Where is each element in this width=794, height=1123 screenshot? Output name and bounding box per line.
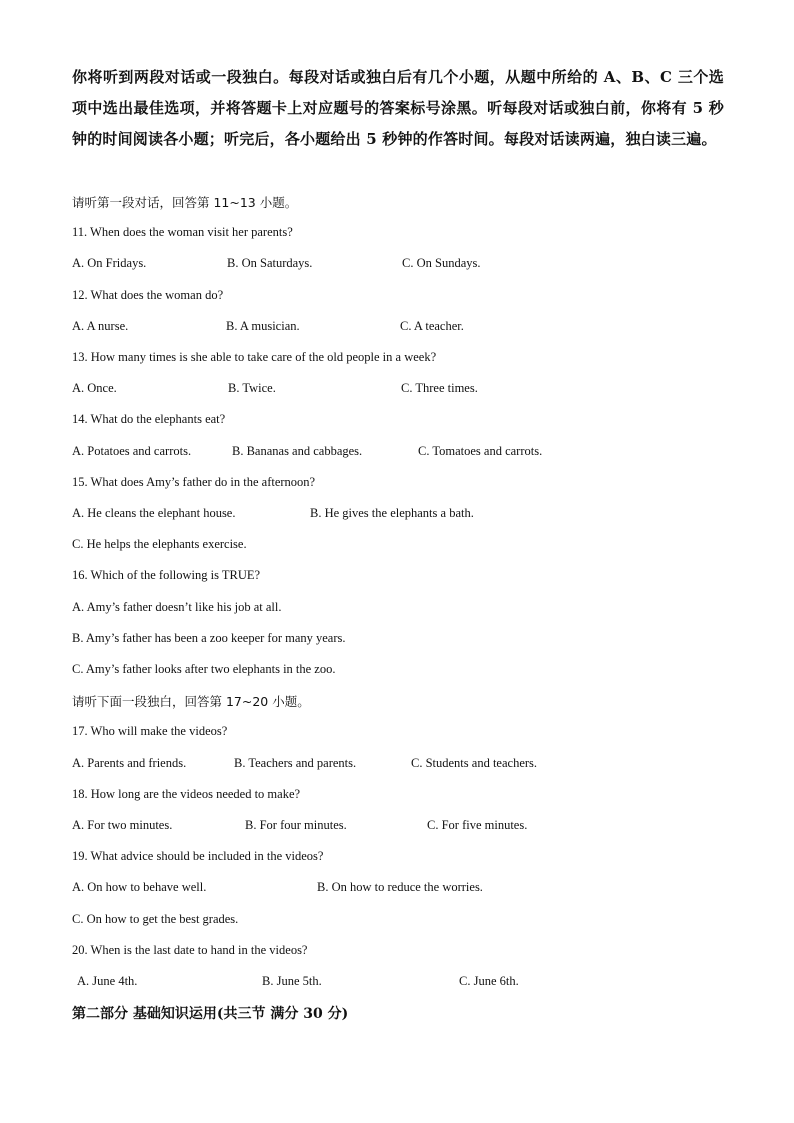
question-11: 11. When does the woman visit her parents? xyxy=(72,225,293,239)
question-16: 16. Which of the following is TRUE? xyxy=(72,568,261,582)
q13-option-b: B. Twice. xyxy=(228,381,276,395)
q12-option-b: B. A musician. xyxy=(226,319,300,333)
q15-option-a: A. He cleans the elephant house. xyxy=(72,506,236,520)
question-13: 13. How many times is she able to take care of the old people in a week? xyxy=(72,350,437,364)
q16-option-b: B. Amy’s father has been a zoo keeper for many years. xyxy=(72,631,346,645)
q15-option-b: B. He gives the elephants a bath. xyxy=(310,506,474,520)
q14-option-b: B. Bananas and cabbages. xyxy=(232,444,363,458)
q16-option-a: A. Amy’s father doesn’t like his job at all. xyxy=(72,600,282,614)
question-15: 15. What does Amy’s father do in the afternoon? xyxy=(72,475,316,489)
part2-heading: 第二部分 基础知识运用(共三节 满分 30 分) xyxy=(72,1006,349,1022)
q20-option-c: C. June 6th. xyxy=(459,974,519,988)
q12-option-a: A. A nurse. xyxy=(72,319,129,333)
q12-option-c: C. A teacher. xyxy=(400,319,464,333)
q11-option-b: B. On Saturdays. xyxy=(227,256,313,270)
q11-option-a: A. On Fridays. xyxy=(72,256,147,270)
section2-prompt: 请听下面一段独白，回答第 17~20 小题。 xyxy=(72,694,310,709)
q17-option-a: A. Parents and friends. xyxy=(72,756,187,770)
question-12: 12. What does the woman do? xyxy=(72,288,224,302)
question-19: 19. What advice should be included in the videos? xyxy=(72,849,324,863)
q16-option-c: C. Amy’s father looks after two elephants in the zoo. xyxy=(72,662,336,676)
q20-option-a: A. June 4th. xyxy=(77,974,138,988)
listening-instructions: 你将听到两段对话或一段独白。每段对话或独白后有几个小题，从题中所给的 A、B、C 三个选项中选出最佳选项，并将答题卡上对应题号的答案标号涂黑。听每段对话或独白前，你将有 5 秒钟的时间阅读各小题；听完后，各小题给出 5 秒钟的作答时间。每段对话读两遍，独白读三遍。 xyxy=(72,68,724,148)
q13-option-c: C. Three times. xyxy=(401,381,478,395)
q14-option-c: C. Tomatoes and carrots. xyxy=(418,444,543,458)
q14-option-a: A. Potatoes and carrots. xyxy=(72,444,192,458)
q17-option-b: B. Teachers and parents. xyxy=(234,756,357,770)
q19-option-a: A. On how to behave well. xyxy=(72,880,207,894)
question-14: 14. What do the elephants eat? xyxy=(72,412,226,426)
q15-option-c: C. He helps the elephants exercise. xyxy=(72,537,247,551)
q11-option-c: C. On Sundays. xyxy=(402,256,481,270)
q19-option-b: B. On how to reduce the worries. xyxy=(317,880,483,894)
question-20: 20. When is the last date to hand in the videos? xyxy=(72,943,308,957)
section1-prompt: 请听第一段对话，回答第 11~13 小题。 xyxy=(72,195,298,210)
q17-option-c: C. Students and teachers. xyxy=(411,756,538,770)
q18-option-a: A. For two minutes. xyxy=(72,818,173,832)
q20-option-b: B. June 5th. xyxy=(262,974,322,988)
question-17: 17. Who will make the videos? xyxy=(72,724,228,738)
q19-option-c: C. On how to get the best grades. xyxy=(72,912,239,926)
q18-option-b: B. For four minutes. xyxy=(245,818,347,832)
q13-option-a: A. Once. xyxy=(72,381,117,395)
question-18: 18. How long are the videos needed to make? xyxy=(72,787,301,801)
q18-option-c: C. For five minutes. xyxy=(427,818,528,832)
